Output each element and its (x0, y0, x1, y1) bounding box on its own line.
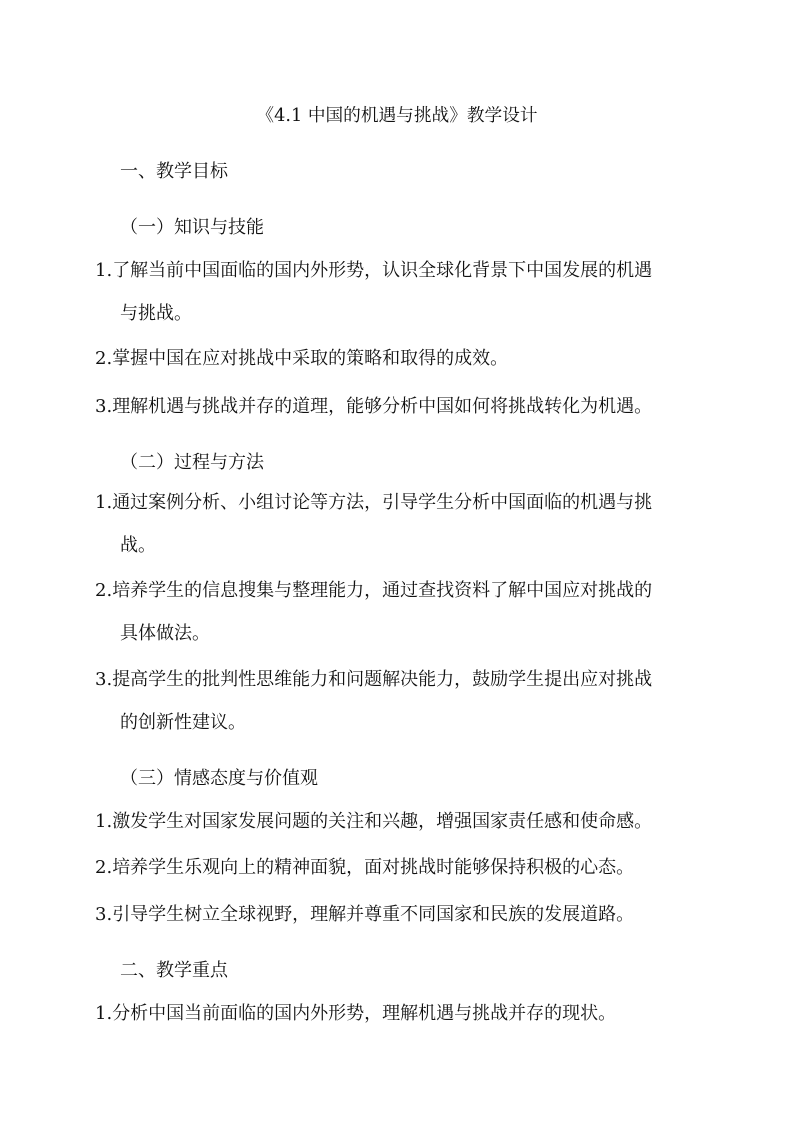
list-item-number: 2. (95, 857, 113, 878)
list-item-text: 提高学生的批判性思维能力和问题解决能力，鼓励学生提出应对挑战 (112, 669, 653, 690)
document-title: 《4.1 中国的机遇与挑战》教学设计 (256, 106, 538, 126)
list-item-number: 2. (95, 580, 113, 601)
list-item-continuation: 具体做法。 (120, 623, 210, 644)
list-item-text: 通过案例分析、小组讨论等方法，引导学生分析中国面临的机遇与挑 (112, 492, 653, 513)
list-item-text: 了解当前中国面临的国内外形势，认识全球化背景下中国发展的机遇 (112, 260, 653, 281)
list-item (95, 668, 652, 692)
list-item-number: 1. (95, 492, 113, 513)
list-item-text: 引导学生树立全球视野，理解并尊重不同国家和民族的发展道路。 (112, 904, 635, 925)
list-item-continuation: 战。 (120, 535, 156, 556)
subsection-heading-knowledge-skills: （一）知识与技能 (120, 217, 264, 238)
list-item-number: 3. (95, 904, 113, 925)
list-item-number: 1. (95, 1003, 113, 1024)
list-item (95, 810, 652, 834)
list-item (95, 259, 652, 283)
list-item-continuation: 的创新性建议。 (120, 712, 246, 733)
subsection-heading-process-methods: （二）过程与方法 (120, 452, 264, 473)
list-item-number: 3. (95, 396, 113, 417)
list-item-text: 分析中国当前面临的国内外形势，理解机遇与挑战并存的现状。 (112, 1003, 617, 1024)
list-item (95, 1002, 616, 1026)
list-item (95, 856, 634, 880)
list-item-text: 培养学生的信息搜集与整理能力，通过查找资料了解中国应对挑战的 (112, 580, 653, 601)
list-item (95, 395, 652, 419)
list-item (95, 579, 652, 603)
list-item-text: 培养学生乐观向上的精神面貌，面对挑战时能够保持积极的心态。 (112, 857, 635, 878)
section-heading-teaching-focus: 二、教学重点 (120, 960, 228, 981)
list-item-number: 2. (95, 348, 113, 369)
list-item-number: 3. (95, 669, 113, 690)
list-item-number: 1. (95, 811, 113, 832)
list-item-number: 1. (95, 260, 113, 281)
list-item (95, 903, 634, 927)
section-heading-teaching-objectives: 一、教学目标 (120, 161, 228, 182)
list-item (95, 491, 652, 515)
list-item-text: 理解机遇与挑战并存的道理，能够分析中国如何将挑战转化为机遇。 (112, 396, 653, 417)
list-item-continuation: 与挑战。 (120, 303, 192, 324)
subsection-heading-emotions-values: （三）情感态度与价值观 (120, 768, 318, 789)
list-item (95, 347, 508, 371)
list-item-text: 激发学生对国家发展问题的关注和兴趣，增强国家责任感和使命感。 (112, 811, 653, 832)
list-item-text: 掌握中国在应对挑战中采取的策略和取得的成效。 (112, 348, 509, 369)
